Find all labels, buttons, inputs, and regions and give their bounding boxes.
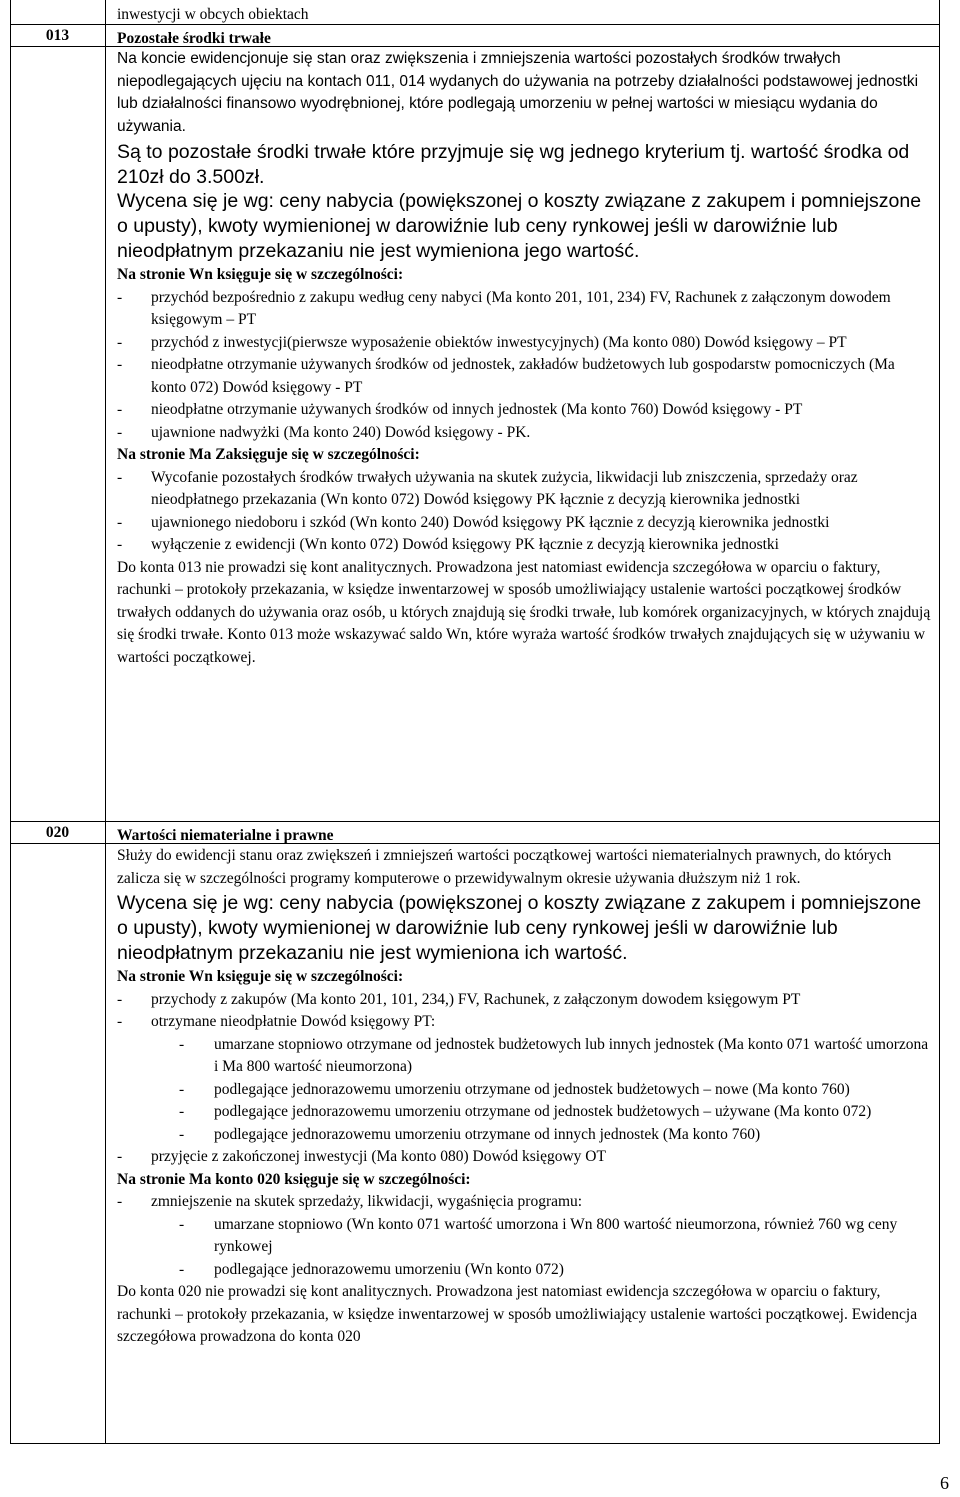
wn-heading-013: Na stronie Wn księguje się w szczególności: bbox=[117, 266, 404, 283]
sub-list-item: - umarzane stopniowo (Wn konto 071 wartość umorzona i Wn 800 wartość nieumorzona, również 760 wg ceny rynkowej bbox=[179, 1215, 898, 1255]
list-item: - przychód z inwestycji(pierwsze wyposażenie obiektów inwestycyjnych) (Ma konto 080) Dowód księgowy – PT bbox=[117, 333, 847, 351]
list-item: - nieodpłatne otrzymanie używanych środków od jednostek, zakładów budżetowych lub gospodarstw pomocniczych (Ma konto 072) Dowód księgowy - PT bbox=[117, 356, 895, 396]
closing-013: Do konta 013 nie prowadzi się kont analitycznych. Prowadzona jest natomiast ewidencja szczegółowa w oparciu o faktury, rachunki – protokoły przekazania, w księdze inwentarzowej w sposób umożliwiający ustalenie wartości początkowej środków trwałych oddanych do używania oraz osób, u których znajdują się środki trwałe, lub komórek organizacyjnych, w których znajdują się środki trwałe. Konto 013 może wskazywać saldo Wn, które wyraża wartość środków trwałych znajdujących się w używaniu w wartości początkowej. bbox=[117, 558, 931, 666]
account-013-body bbox=[117, 48, 932, 669]
table-bottom-border bbox=[10, 1443, 940, 1444]
row-top-text: inwestycji w obcych obiektach bbox=[117, 6, 309, 23]
table-right-border bbox=[939, 0, 940, 1444]
valuation-020: Wycena się je wg: ceny nabycia (powiększonej o koszty związane z zakupem i pomniejszone o upusty), kwoty wymienionej w darowiźnie lub ceny rynkowej jeśli w darowiźnie lub nieodpłatnym przekazaniu nie jest wymieniona ich wartość. bbox=[117, 892, 922, 964]
sub-list-item: - podlegające jednorazowemu umorzeniu otrzymane od jednostek budżetowych – używane (Ma konto 072) bbox=[179, 1103, 872, 1120]
wn-heading-020: Na stronie Wn księguje się w szczególności: bbox=[117, 968, 404, 985]
account-number-020: 020 bbox=[45, 824, 70, 841]
ma-heading-020: Na stronie Ma konto 020 księguje się w szczególności: bbox=[117, 1170, 471, 1188]
list-item: - otrzymane nieodpłatnie Dowód księgowy PT: bbox=[117, 1013, 436, 1030]
intro-020: Służy do ewidencji stanu oraz zwiększeń i zmniejszeń wartości początkowej wartości niematerialnych prawnych, do których zalicza się w szczególności programy komputerowe o przewidywalnym okresie używania dłuższym niż 1 rok. bbox=[117, 847, 892, 887]
column-divider bbox=[105, 0, 106, 1444]
intro-013: Na koncie ewidencjonuje się stan oraz zwiększenia i zmniejszenia wartości pozostałych środków trwałych niepodlegających ujęciu na kontach 011, 014 wydanych do używania na potrzeby działalności podstawowej jednostki lub działalności finansowo wyodrębnionej, które podlegają umorzeniu w pełnej wartości w miesiącu wydania do używania. bbox=[117, 50, 919, 135]
list-item: - zmniejszenie na skutek sprzedaży, likwidacji, wygaśnięcia programu: bbox=[117, 1193, 583, 1210]
sub-list-item: - umarzane stopniowo otrzymane od jednostek budżetowych lub innych jednostek (Ma konto 071 wartość umorzona i Ma 800 wartość nieumorzona) bbox=[179, 1035, 929, 1075]
valuation-013: Wycena się je wg: ceny nabycia (powiększonej o koszty związane z zakupem i pomniejszone o upusty), kwoty wymienionej w darowiźnie lub ceny rynkowej jeśli w darowiźnie lub nieodpłatnym przekazaniu nie jest wymieniona jego wartość. bbox=[117, 190, 922, 262]
list-item: - nieodpłatne otrzymanie używanych środków od innych jednostek (Ma konto 760) Dowód księgowy - PT bbox=[117, 401, 803, 418]
page-number: 6 bbox=[940, 1473, 949, 1493]
list-item: - Wycofanie pozostałych środków trwałych używania na skutek zużycia, likwidacji lub zniszczenia, sprzedaży oraz nieodpłatnego przekazania (Wn konto 072) Dowód księgowy PK łącznie z decyzją kierownika jednostki bbox=[117, 468, 858, 508]
list-item: - wyłączenie z ewidencji (Wn konto 072) Dowód księgowy PK łącznie z decyzją kierownika jednostki bbox=[117, 536, 779, 553]
criterion-013: Są to pozostałe środki trwałe które przyjmuje się wg jednego kryterium tj. wartość środka od 210zł do 3.500zł. bbox=[117, 141, 910, 188]
sub-list-item: - podlegające jednorazowemu umorzeniu (Wn konto 072) bbox=[179, 1260, 564, 1278]
account-020-body bbox=[117, 845, 932, 1349]
sub-list-item: - podlegające jednorazowemu umorzeniu otrzymane od innych jednostek (Ma konto 760) bbox=[179, 1125, 761, 1143]
sub-list-item: - podlegające jednorazowemu umorzeniu otrzymane od jednostek budżetowych – nowe (Ma konto 760) bbox=[179, 1080, 850, 1098]
ma-heading-013: Na stronie Ma Zaksięguje się w szczególności: bbox=[117, 446, 420, 463]
account-number-013: 013 bbox=[45, 27, 70, 44]
list-item: - ujawnionego niedoboru i szkód (Wn konto 240) Dowód księgowy PK łącznie z decyzją kierownika jednostki bbox=[117, 513, 830, 531]
list-item: - przychód bezpośrednio z zakupu według ceny nabyci (Ma konto 201, 101, 234) FV, Rachunek z załączonym dowodem księgowym – PT bbox=[117, 288, 891, 328]
list-item: - przychody z zakupów (Ma konto 201, 101, 234,) FV, Rachunek, z załączonym dowodem księgowym PT bbox=[117, 990, 801, 1008]
closing-020: Do konta 020 nie prowadzi się kont analitycznych. Prowadzona jest natomiast ewidencja szczegółowa w oparciu o faktury, rachunki – protokoły przekazania, w księdze inwentarzowej w sposób umożliwiający ustalenie wartości początkowej. Ewidencja szczegółowa prowadzona do konta 020 bbox=[117, 1283, 918, 1345]
row-divider bbox=[10, 821, 940, 822]
list-item: - przyjęcie z zakończonej inwestycji (Ma konto 080) Dowód księgowy OT bbox=[117, 1148, 606, 1165]
list-item: - ujawnione nadwyżki (Ma konto 240) Dowód księgowy - PK. bbox=[117, 423, 531, 441]
account-title-013: Pozostałe środki trwałe bbox=[117, 30, 271, 47]
account-title-020: Wartości niematerialne i prawne bbox=[117, 827, 334, 844]
table-left-border bbox=[10, 0, 11, 1444]
